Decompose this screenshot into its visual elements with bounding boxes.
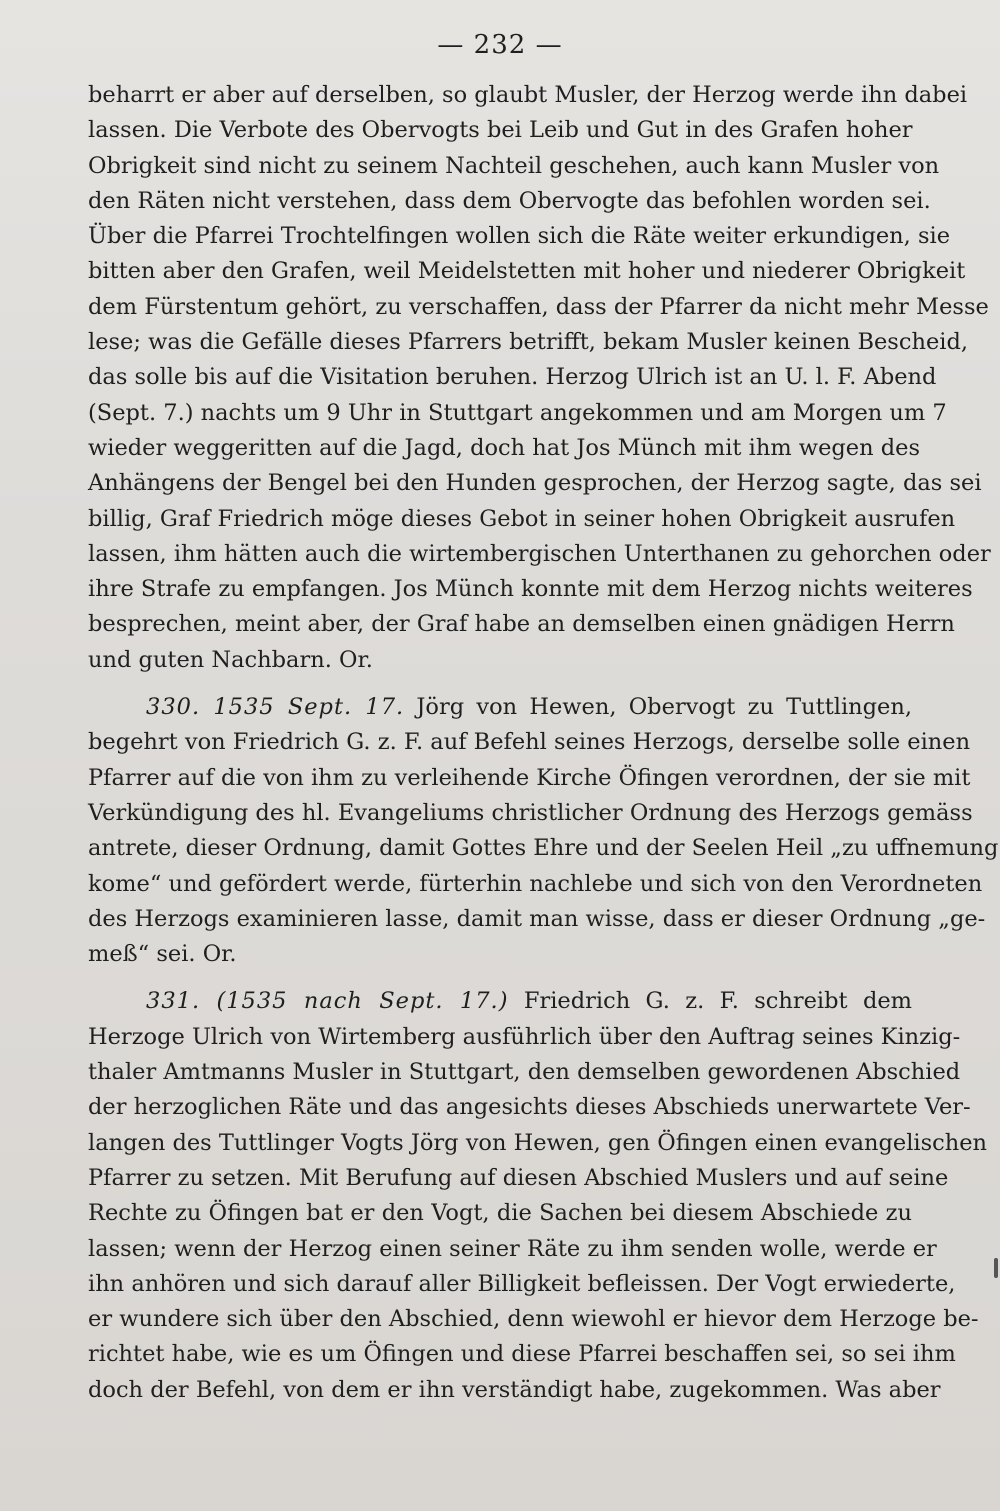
text-line: bitten aber den Grafen, weil Meidelstetten mit hoher und niederer Obrigkeit bbox=[88, 258, 966, 285]
entry-first-line-text: Jörg von Hewen, Obervogt zu Tuttlingen, bbox=[416, 694, 912, 721]
text-line: ihre Strafe zu empfangen. Jos Münch konnte mit dem Herzog nichts weiteres bbox=[88, 576, 973, 603]
entry-heading: 330. 1535 Sept. 17. bbox=[146, 694, 405, 721]
page-edge-mark bbox=[994, 1258, 998, 1278]
text-line: das solle bis auf die Visitation beruhen. Herzog Ulrich ist an U. l. F. Abend bbox=[88, 364, 937, 391]
text-line: er wundere sich über den Abschied, denn wiewohl er hievor dem Herzoge be- bbox=[88, 1306, 979, 1333]
text-line: begehrt von Friedrich G. z. F. auf Befehl seines Herzogs, derselbe solle einen bbox=[88, 729, 971, 756]
text-line: ihn anhören und sich darauf aller Billigkeit befleissen. Der Vogt erwiederte, bbox=[88, 1270, 956, 1297]
page-number: — 232 — bbox=[437, 30, 563, 60]
text-line: kome“ und gefördert werde, fürterhin nachlebe und sich von den Verordneten bbox=[88, 870, 983, 897]
entry-heading: 331. (1535 nach Sept. 17.) bbox=[146, 988, 509, 1015]
text-line: (Sept. 7.) nachts um 9 Uhr in Stuttgart angekommen und am Morgen um 7 bbox=[88, 399, 947, 426]
text-line: richtet habe, wie es um Öfingen und diese Pfarrei beschaffen sei, so sei ihm bbox=[88, 1341, 956, 1368]
entry-first-line bbox=[88, 984, 912, 1019]
text-line: besprechen, meint aber, der Graf habe an demselben einen gnädigen Herrn bbox=[88, 611, 955, 638]
text-line: meß“ sei. Or. bbox=[88, 941, 237, 968]
text-line: langen des Tuttlinger Vogts Jörg von Hewen, gen Öfingen einen evangelischen bbox=[88, 1129, 988, 1156]
paragraph-gap bbox=[88, 972, 912, 984]
text-line: thaler Amtmanns Musler in Stuttgart, den demselben gewordenen Abschied bbox=[88, 1059, 961, 1086]
text-line: Obrigkeit sind nicht zu seinem Nachteil geschehen, auch kann Musler von bbox=[88, 152, 940, 179]
text-line: lassen; wenn der Herzog einen seiner Räte zu ihm senden wolle, werde er bbox=[88, 1235, 937, 1262]
text-line: des Herzogs examinieren lasse, damit man wisse, dass er dieser Ordnung „ge- bbox=[88, 905, 986, 932]
page-body bbox=[88, 78, 999, 1408]
text-line: Anhängens der Bengel bei den Hunden gesprochen, der Herzog sagte, das sei bbox=[88, 470, 982, 497]
text-line: und guten Nachbarn. Or. bbox=[88, 646, 373, 673]
entry-first-line-text: Friedrich G. z. F. schreibt dem bbox=[523, 988, 912, 1015]
text-line: lese; was die Gefälle dieses Pfarrers betrifft, bekam Musler keinen Bescheid, bbox=[88, 329, 969, 356]
text-line: Über die Pfarrei Trochtelfingen wollen sich die Räte weiter erkundigen, sie bbox=[88, 223, 951, 250]
text-line: beharrt er aber auf derselben, so glaubt Musler, der Herzog werde ihn dabei bbox=[88, 82, 968, 108]
text-line: der herzoglichen Räte und das angesichts dieses Abschieds unerwartete Ver- bbox=[88, 1094, 971, 1121]
text-line: wieder weggeritten auf die Jagd, doch hat Jos Münch mit ihm wegen des bbox=[88, 434, 921, 461]
text-line: lassen, ihm hätten auch die wirtembergischen Unterthanen zu gehorchen oder bbox=[88, 540, 991, 567]
text-line: antrete, dieser Ordnung, damit Gottes Ehre und der Seelen Heil „zu uffnemung bbox=[88, 835, 999, 862]
text-line: Pfarrer auf die von ihm zu verleihende Kirche Öfingen verordnen, der sie mit bbox=[88, 764, 971, 791]
text-line: lassen. Die Verbote des Obervogts bei Leib und Gut in des Grafen hoher bbox=[88, 117, 913, 144]
text-line: Verkündigung des hl. Evangeliums christlicher Ordnung des Herzogs gemäss bbox=[88, 799, 973, 826]
text-line: billig, Graf Friedrich möge dieses Gebot in seiner hohen Obrigkeit ausrufen bbox=[88, 505, 956, 532]
text-line: doch der Befehl, von dem er ihn verständigt habe, zugekommen. Was aber bbox=[88, 1376, 941, 1403]
text-line: den Räten nicht verstehen, dass dem Obervogte das befohlen worden sei. bbox=[88, 187, 931, 214]
text-line: Pfarrer zu setzen. Mit Berufung auf diesen Abschied Muslers und auf seine bbox=[88, 1164, 949, 1191]
text-line: Rechte zu Öfingen bat er den Vogt, die Sachen bei diesem Abschiede zu bbox=[88, 1200, 912, 1227]
paragraph-gap bbox=[88, 678, 912, 690]
entry-first-line bbox=[88, 690, 912, 725]
text-line: dem Fürstentum gehört, zu verschaffen, dass der Pfarrer da nicht mehr Messe bbox=[88, 293, 989, 320]
entry-331 bbox=[88, 984, 988, 1408]
paragraph-continuation bbox=[88, 78, 991, 678]
text-line: Herzoge Ulrich von Wirtemberg ausführlich über den Auftrag seines Kinzig- bbox=[88, 1023, 961, 1050]
entry-330 bbox=[88, 690, 999, 972]
